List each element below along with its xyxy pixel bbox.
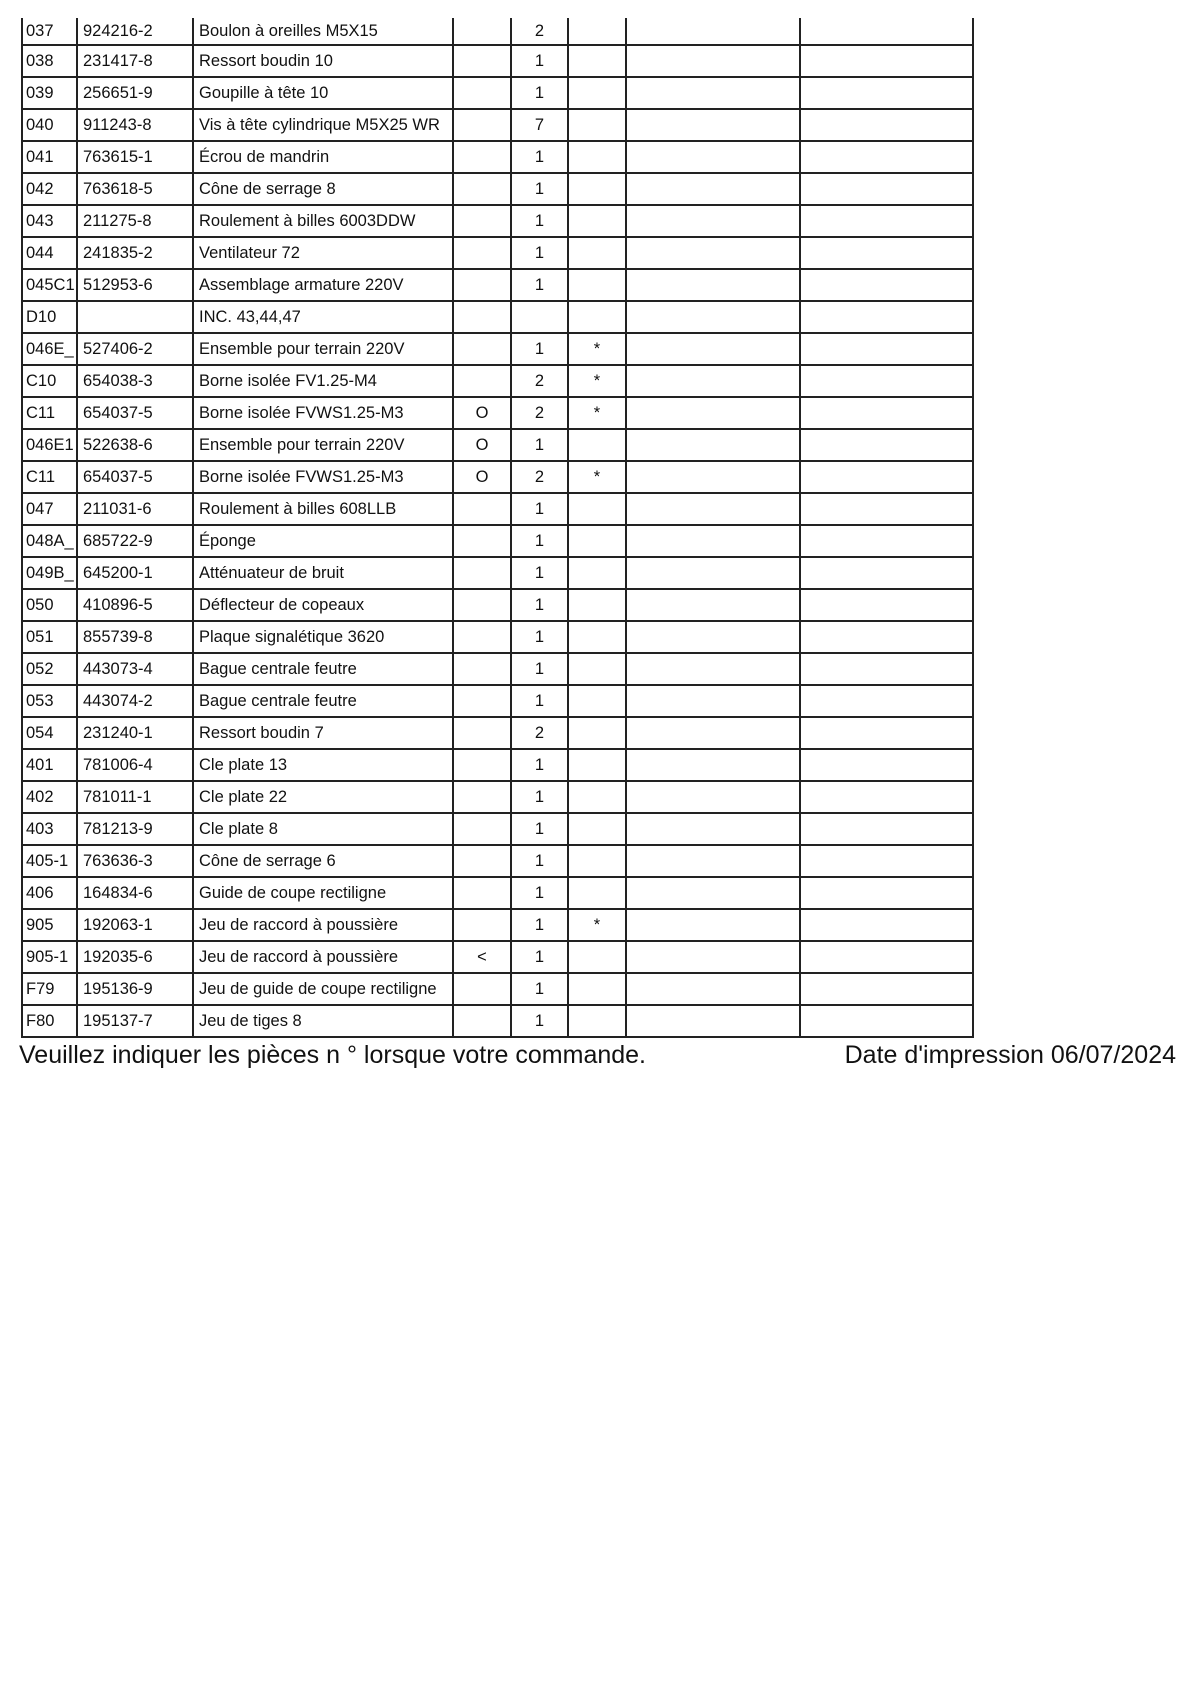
quantity-cell: 1 [512, 782, 569, 814]
empty-cell [627, 78, 801, 110]
option-mark-cell [454, 142, 512, 174]
option-mark-cell [454, 78, 512, 110]
empty-cell [801, 846, 974, 878]
description-cell: Ensemble pour terrain 220V [194, 430, 454, 462]
note-mark-cell [569, 238, 627, 270]
empty-cell [801, 238, 974, 270]
quantity-cell: 1 [512, 878, 569, 910]
part-number-cell: 443073-4 [78, 654, 194, 686]
description-cell: Jeu de guide de coupe rectiligne [194, 974, 454, 1006]
empty-cell [801, 942, 974, 974]
description-cell: Goupille à tête 10 [194, 78, 454, 110]
ref-cell: 905-1 [21, 942, 78, 974]
quantity-cell: 2 [512, 462, 569, 494]
option-mark-cell [454, 814, 512, 846]
empty-cell [627, 878, 801, 910]
empty-cell [801, 462, 974, 494]
note-mark-cell [569, 782, 627, 814]
note-mark-cell [569, 302, 627, 334]
description-cell: Cle plate 13 [194, 750, 454, 782]
quantity-cell: 2 [512, 398, 569, 430]
empty-cell [627, 110, 801, 142]
empty-cell [801, 910, 974, 942]
ref-cell: 051 [21, 622, 78, 654]
empty-cell [801, 718, 974, 750]
quantity-cell: 1 [512, 206, 569, 238]
description-cell: Jeu de tiges 8 [194, 1006, 454, 1038]
empty-cell [627, 18, 801, 46]
option-mark-cell [454, 526, 512, 558]
ref-cell: 040 [21, 110, 78, 142]
empty-cell [627, 334, 801, 366]
quantity-cell: 1 [512, 142, 569, 174]
description-cell: Bague centrale feutre [194, 686, 454, 718]
note-mark-cell: * [569, 398, 627, 430]
option-mark-cell [454, 974, 512, 1006]
table-row [21, 1006, 974, 1038]
part-number-cell: 211031-6 [78, 494, 194, 526]
note-mark-cell [569, 974, 627, 1006]
ref-cell: 401 [21, 750, 78, 782]
description-cell: Ensemble pour terrain 220V [194, 334, 454, 366]
quantity-cell: 1 [512, 46, 569, 78]
table-row [21, 782, 974, 814]
table-row [21, 974, 974, 1006]
empty-cell [801, 526, 974, 558]
empty-cell [627, 622, 801, 654]
table-row [21, 174, 974, 206]
empty-cell [627, 686, 801, 718]
option-mark-cell [454, 846, 512, 878]
part-number-cell: 855739-8 [78, 622, 194, 654]
part-number-cell: 195137-7 [78, 1006, 194, 1038]
table-row [21, 654, 974, 686]
ref-cell: 405-1 [21, 846, 78, 878]
ref-cell: 054 [21, 718, 78, 750]
description-cell: Atténuateur de bruit [194, 558, 454, 590]
empty-cell [627, 654, 801, 686]
note-mark-cell [569, 78, 627, 110]
empty-cell [801, 430, 974, 462]
note-mark-cell [569, 878, 627, 910]
quantity-cell: 1 [512, 846, 569, 878]
empty-cell [627, 46, 801, 78]
part-number-cell: 192035-6 [78, 942, 194, 974]
note-mark-cell [569, 590, 627, 622]
part-number-cell: 911243-8 [78, 110, 194, 142]
ref-cell: 406 [21, 878, 78, 910]
part-number-cell [78, 302, 194, 334]
empty-cell [801, 334, 974, 366]
note-mark-cell: * [569, 462, 627, 494]
ref-cell: 048A_ [21, 526, 78, 558]
option-mark-cell [454, 686, 512, 718]
description-cell: Borne isolée FVWS1.25-M3 [194, 398, 454, 430]
option-mark-cell [454, 270, 512, 302]
note-mark-cell: * [569, 910, 627, 942]
part-number-cell: 527406-2 [78, 334, 194, 366]
table-row [21, 110, 974, 142]
description-cell: Assemblage armature 220V [194, 270, 454, 302]
note-mark-cell [569, 110, 627, 142]
option-mark-cell [454, 878, 512, 910]
empty-cell [801, 814, 974, 846]
option-mark-cell [454, 238, 512, 270]
table-row [21, 910, 974, 942]
note-mark-cell [569, 654, 627, 686]
description-cell: Cle plate 8 [194, 814, 454, 846]
option-mark-cell [454, 110, 512, 142]
part-number-cell: 211275-8 [78, 206, 194, 238]
option-mark-cell: O [454, 462, 512, 494]
empty-cell [627, 206, 801, 238]
table-row [21, 942, 974, 974]
note-mark-cell [569, 494, 627, 526]
note-mark-cell [569, 270, 627, 302]
option-mark-cell [454, 18, 512, 46]
part-number-cell: 685722-9 [78, 526, 194, 558]
table-row [21, 398, 974, 430]
option-mark-cell [454, 1006, 512, 1038]
description-cell: Écrou de mandrin [194, 142, 454, 174]
quantity-cell: 1 [512, 558, 569, 590]
table-row [21, 270, 974, 302]
table-row [21, 814, 974, 846]
option-mark-cell [454, 302, 512, 334]
empty-cell [627, 302, 801, 334]
quantity-cell: 1 [512, 526, 569, 558]
quantity-cell: 1 [512, 750, 569, 782]
description-cell: Guide de coupe rectiligne [194, 878, 454, 910]
part-number-cell: 781213-9 [78, 814, 194, 846]
empty-cell [627, 558, 801, 590]
quantity-cell: 1 [512, 814, 569, 846]
table-row [21, 590, 974, 622]
ref-cell: 039 [21, 78, 78, 110]
option-mark-cell [454, 206, 512, 238]
empty-cell [627, 494, 801, 526]
table-row [21, 366, 974, 398]
ref-cell: 402 [21, 782, 78, 814]
option-mark-cell [454, 622, 512, 654]
table-row [21, 142, 974, 174]
description-cell: Boulon à oreilles M5X15 [194, 18, 454, 46]
description-cell: Vis à tête cylindrique M5X25 WR [194, 110, 454, 142]
note-mark-cell [569, 622, 627, 654]
part-number-cell: 164834-6 [78, 878, 194, 910]
table-row [21, 334, 974, 366]
quantity-cell: 1 [512, 974, 569, 1006]
quantity-cell: 1 [512, 270, 569, 302]
description-cell: Ressort boudin 7 [194, 718, 454, 750]
empty-cell [627, 366, 801, 398]
quantity-cell: 1 [512, 910, 569, 942]
part-number-cell: 522638-6 [78, 430, 194, 462]
ref-cell: 046E_ [21, 334, 78, 366]
table-row [21, 622, 974, 654]
empty-cell [801, 270, 974, 302]
empty-cell [801, 110, 974, 142]
description-cell: Cône de serrage 6 [194, 846, 454, 878]
note-mark-cell [569, 206, 627, 238]
option-mark-cell [454, 558, 512, 590]
ref-cell: 041 [21, 142, 78, 174]
ref-cell: 045C1 [21, 270, 78, 302]
empty-cell [627, 398, 801, 430]
empty-cell [801, 366, 974, 398]
note-mark-cell [569, 430, 627, 462]
note-mark-cell [569, 942, 627, 974]
quantity-cell: 2 [512, 718, 569, 750]
part-number-cell: 241835-2 [78, 238, 194, 270]
quantity-cell: 1 [512, 430, 569, 462]
description-cell: Déflecteur de copeaux [194, 590, 454, 622]
description-cell: Jeu de raccord à poussière [194, 942, 454, 974]
ref-cell: 044 [21, 238, 78, 270]
empty-cell [627, 1006, 801, 1038]
table-row [21, 46, 974, 78]
part-number-cell: 192063-1 [78, 910, 194, 942]
empty-cell [801, 590, 974, 622]
option-mark-cell: O [454, 398, 512, 430]
quantity-cell: 2 [512, 366, 569, 398]
part-number-cell: 654038-3 [78, 366, 194, 398]
empty-cell [801, 46, 974, 78]
ref-cell: D10 [21, 302, 78, 334]
ref-cell: C11 [21, 462, 78, 494]
empty-cell [801, 974, 974, 1006]
part-number-cell: 231240-1 [78, 718, 194, 750]
note-mark-cell [569, 814, 627, 846]
empty-cell [801, 622, 974, 654]
empty-cell [627, 462, 801, 494]
table-row [21, 18, 974, 46]
empty-cell [801, 654, 974, 686]
note-mark-cell: * [569, 334, 627, 366]
note-mark-cell [569, 846, 627, 878]
description-cell: Borne isolée FV1.25-M4 [194, 366, 454, 398]
empty-cell [627, 430, 801, 462]
description-cell: Cle plate 22 [194, 782, 454, 814]
note-mark-cell [569, 142, 627, 174]
ref-cell: C11 [21, 398, 78, 430]
quantity-cell: 1 [512, 1006, 569, 1038]
empty-cell [627, 270, 801, 302]
ref-cell: F80 [21, 1006, 78, 1038]
option-mark-cell [454, 654, 512, 686]
empty-cell [627, 718, 801, 750]
part-number-cell: 512953-6 [78, 270, 194, 302]
ref-cell: 038 [21, 46, 78, 78]
ref-cell: 905 [21, 910, 78, 942]
empty-cell [627, 942, 801, 974]
empty-cell [801, 1006, 974, 1038]
empty-cell [801, 18, 974, 46]
empty-cell [801, 686, 974, 718]
option-mark-cell [454, 590, 512, 622]
part-number-cell: 654037-5 [78, 398, 194, 430]
description-cell: Ressort boudin 10 [194, 46, 454, 78]
quantity-cell: 7 [512, 110, 569, 142]
ref-cell: 037 [21, 18, 78, 46]
parts-table [21, 18, 974, 1038]
option-mark-cell: < [454, 942, 512, 974]
ref-cell: 043 [21, 206, 78, 238]
table-row [21, 78, 974, 110]
part-number-cell: 645200-1 [78, 558, 194, 590]
option-mark-cell [454, 718, 512, 750]
empty-cell [627, 526, 801, 558]
description-cell: Plaque signalétique 3620 [194, 622, 454, 654]
empty-cell [627, 590, 801, 622]
option-mark-cell [454, 750, 512, 782]
description-cell: Ventilateur 72 [194, 238, 454, 270]
quantity-cell: 1 [512, 334, 569, 366]
option-mark-cell: O [454, 430, 512, 462]
empty-cell [627, 238, 801, 270]
empty-cell [801, 174, 974, 206]
quantity-cell: 1 [512, 238, 569, 270]
note-mark-cell [569, 718, 627, 750]
empty-cell [627, 174, 801, 206]
ref-cell: 052 [21, 654, 78, 686]
ref-cell: 046E1 [21, 430, 78, 462]
part-number-cell: 654037-5 [78, 462, 194, 494]
description-cell: Roulement à billes 6003DDW [194, 206, 454, 238]
note-mark-cell [569, 558, 627, 590]
part-number-cell: 231417-8 [78, 46, 194, 78]
option-mark-cell [454, 910, 512, 942]
empty-cell [801, 398, 974, 430]
note-mark-cell [569, 526, 627, 558]
option-mark-cell [454, 334, 512, 366]
table-row [21, 302, 974, 334]
table-row [21, 526, 974, 558]
ref-cell: 053 [21, 686, 78, 718]
table-row [21, 878, 974, 910]
quantity-cell: 2 [512, 18, 569, 46]
part-number-cell: 924216-2 [78, 18, 194, 46]
part-number-cell: 781006-4 [78, 750, 194, 782]
table-row [21, 462, 974, 494]
empty-cell [801, 494, 974, 526]
quantity-cell: 1 [512, 78, 569, 110]
note-mark-cell: * [569, 366, 627, 398]
option-mark-cell [454, 174, 512, 206]
quantity-cell: 1 [512, 494, 569, 526]
part-number-cell: 256651-9 [78, 78, 194, 110]
part-number-cell: 443074-2 [78, 686, 194, 718]
description-cell: Jeu de raccord à poussière [194, 910, 454, 942]
ref-cell: 403 [21, 814, 78, 846]
quantity-cell: 1 [512, 590, 569, 622]
part-number-cell: 195136-9 [78, 974, 194, 1006]
ref-cell: 050 [21, 590, 78, 622]
table-row [21, 558, 974, 590]
empty-cell [801, 750, 974, 782]
note-mark-cell [569, 18, 627, 46]
ref-cell: 047 [21, 494, 78, 526]
description-cell: Borne isolée FVWS1.25-M3 [194, 462, 454, 494]
description-cell: Bague centrale feutre [194, 654, 454, 686]
option-mark-cell [454, 494, 512, 526]
table-row [21, 718, 974, 750]
empty-cell [801, 558, 974, 590]
option-mark-cell [454, 366, 512, 398]
note-mark-cell [569, 174, 627, 206]
ref-cell: 042 [21, 174, 78, 206]
order-instruction: Veuillez indiquer les pièces n ° lorsque votre commande. [19, 1041, 647, 1069]
note-mark-cell [569, 1006, 627, 1038]
quantity-cell: 1 [512, 686, 569, 718]
empty-cell [801, 878, 974, 910]
description-cell: Roulement à billes 608LLB [194, 494, 454, 526]
table-row [21, 238, 974, 270]
table-row [21, 494, 974, 526]
quantity-cell: 1 [512, 174, 569, 206]
part-number-cell: 410896-5 [78, 590, 194, 622]
empty-cell [801, 78, 974, 110]
ref-cell: 049B_ [21, 558, 78, 590]
empty-cell [801, 206, 974, 238]
empty-cell [627, 846, 801, 878]
note-mark-cell [569, 750, 627, 782]
empty-cell [801, 302, 974, 334]
empty-cell [627, 750, 801, 782]
quantity-cell: 1 [512, 654, 569, 686]
empty-cell [627, 782, 801, 814]
quantity-cell [512, 302, 569, 334]
description-cell: INC. 43,44,47 [194, 302, 454, 334]
part-number-cell: 763618-5 [78, 174, 194, 206]
quantity-cell: 1 [512, 622, 569, 654]
ref-cell: F79 [21, 974, 78, 1006]
print-date: Date d'impression 06/07/2024 [844, 1041, 1176, 1069]
note-mark-cell [569, 686, 627, 718]
table-row [21, 686, 974, 718]
option-mark-cell [454, 782, 512, 814]
table-row [21, 846, 974, 878]
table-row [21, 750, 974, 782]
empty-cell [627, 910, 801, 942]
empty-cell [801, 142, 974, 174]
part-number-cell: 763615-1 [78, 142, 194, 174]
description-cell: Cône de serrage 8 [194, 174, 454, 206]
quantity-cell: 1 [512, 942, 569, 974]
empty-cell [627, 142, 801, 174]
description-cell: Éponge [194, 526, 454, 558]
empty-cell [801, 782, 974, 814]
ref-cell: C10 [21, 366, 78, 398]
part-number-cell: 781011-1 [78, 782, 194, 814]
empty-cell [627, 974, 801, 1006]
note-mark-cell [569, 46, 627, 78]
option-mark-cell [454, 46, 512, 78]
empty-cell [627, 814, 801, 846]
table-row [21, 430, 974, 462]
part-number-cell: 763636-3 [78, 846, 194, 878]
table-row [21, 206, 974, 238]
